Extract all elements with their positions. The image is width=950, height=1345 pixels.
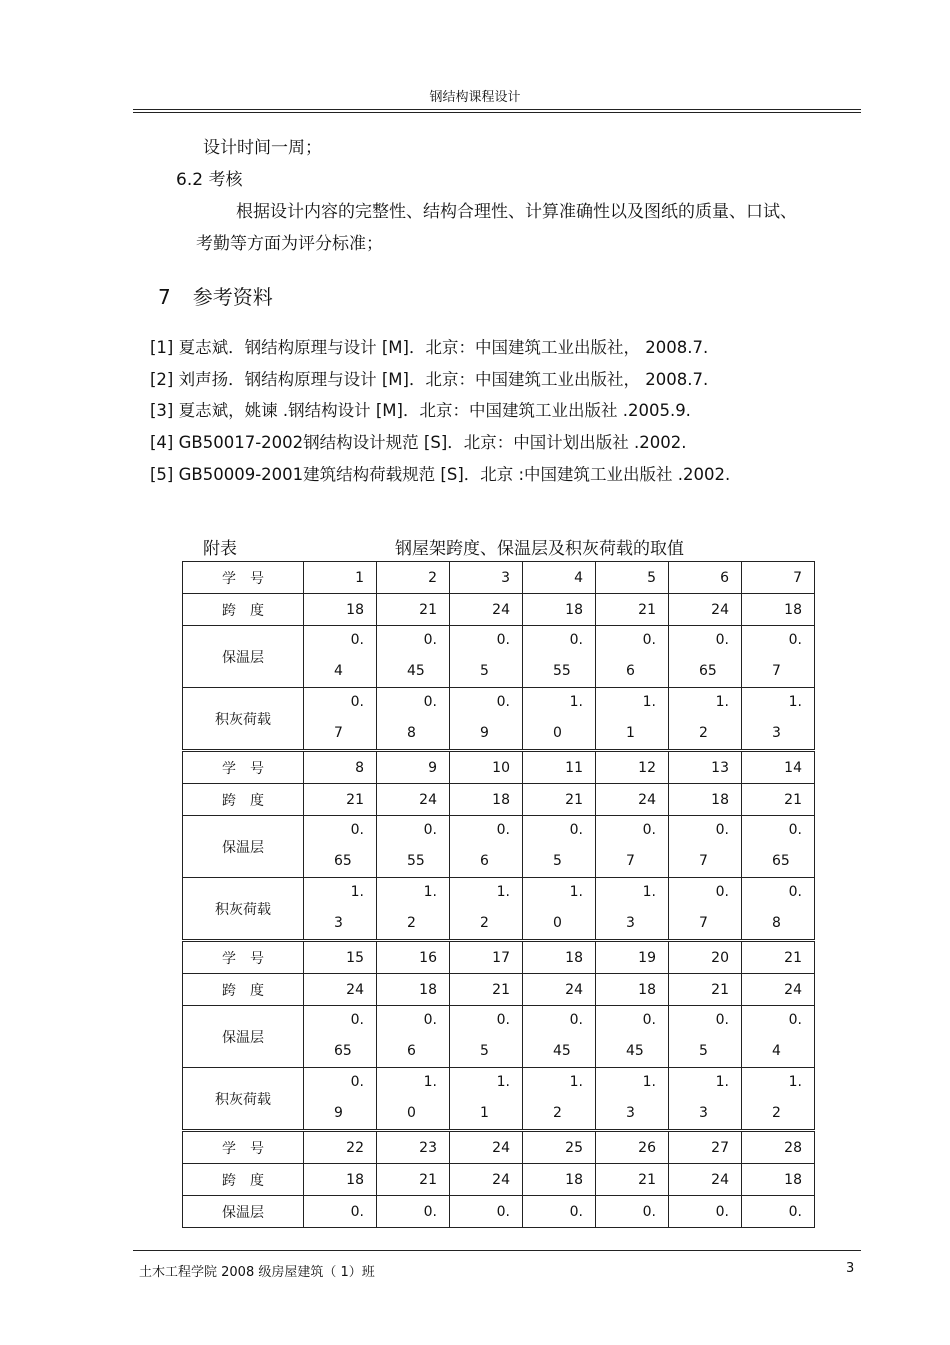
- cell-value-top: 0.: [788, 822, 802, 838]
- paragraph-line-2: 考勤等方面为评分标准；: [196, 234, 383, 254]
- cell-value-bottom: 3: [334, 915, 343, 931]
- cell-value-top: 0.: [423, 694, 437, 710]
- cell-value-top: 0.: [350, 694, 364, 710]
- table-cell: [596, 1006, 669, 1068]
- cell-value-bottom: 7: [334, 725, 343, 741]
- table-cell: [523, 816, 596, 878]
- table-cell: [377, 816, 450, 878]
- section-7-heading: [158, 281, 295, 310]
- reference-5: [5] GB50009-2001建筑结构荷载规范 [S]．北京 :中国建筑工业出版社 .2002.: [150, 465, 731, 484]
- cell-value-bottom: 45: [407, 663, 425, 679]
- table-cell: 1: [304, 562, 377, 594]
- section-6-2-heading: 6.2 考核: [176, 170, 243, 190]
- table-cell: 2: [377, 562, 450, 594]
- table-cell: [450, 1006, 523, 1068]
- row-span: [183, 784, 815, 816]
- table-cell: 0.: [377, 1196, 450, 1228]
- table-cell: 16: [377, 941, 450, 974]
- table-cell: 21: [742, 941, 815, 974]
- table-cell: 18: [377, 974, 450, 1006]
- cell-value-top: 1.: [788, 1074, 802, 1090]
- cell-value-top: 0.: [642, 632, 656, 648]
- row-insulation: [183, 626, 815, 688]
- table-cell: [304, 626, 377, 688]
- table-cell: [523, 626, 596, 688]
- row-student-id-label: 学 号: [183, 751, 304, 784]
- table-cell: [450, 688, 523, 751]
- table-cell: 21: [523, 784, 596, 816]
- table-cell: [742, 878, 815, 941]
- table-cell: 20: [669, 941, 742, 974]
- table-cell: 24: [596, 784, 669, 816]
- table-cell: 18: [523, 941, 596, 974]
- row-span-label: 跨 度: [183, 594, 304, 626]
- section-7-number: 7: [158, 285, 171, 309]
- row-ash-load: [183, 878, 815, 941]
- table-cell: [450, 1068, 523, 1131]
- cell-value-top: 0.: [423, 822, 437, 838]
- page-header-title: 钢结构课程设计: [429, 90, 521, 105]
- cell-value-top: 0.: [715, 822, 729, 838]
- table-cell: 18: [523, 594, 596, 626]
- cell-value-top: 1.: [715, 694, 729, 710]
- cell-value-top: 0.: [423, 632, 437, 648]
- cell-value-top: 1.: [496, 884, 510, 900]
- table-cell: [523, 878, 596, 941]
- table-cell: [669, 816, 742, 878]
- cell-value-top: 1.: [496, 1074, 510, 1090]
- table-cell: 24: [669, 594, 742, 626]
- cell-value-top: 1.: [569, 1074, 583, 1090]
- table-cell: [596, 1068, 669, 1131]
- table-cell: [523, 1068, 596, 1131]
- table-cell: 18: [742, 594, 815, 626]
- cell-value-top: 0.: [496, 632, 510, 648]
- row-insulation: [183, 1006, 815, 1068]
- cell-value-top: 0.: [496, 694, 510, 710]
- table-cell: 24: [450, 1164, 523, 1196]
- table-cell: 18: [596, 974, 669, 1006]
- row-insulation-label: 保温层: [183, 626, 304, 688]
- table-cell: [669, 1068, 742, 1131]
- table-cell: [304, 816, 377, 878]
- table-cell: [304, 878, 377, 941]
- section-7-title: 参考资料: [192, 285, 273, 309]
- cell-value-bottom: 0: [407, 1105, 416, 1121]
- cell-value-top: 0.: [350, 1074, 364, 1090]
- page-number: 3: [846, 1261, 855, 1276]
- row-student-id-label: 学 号: [183, 1131, 304, 1164]
- table-cell: 13: [669, 751, 742, 784]
- cell-value-top: 0.: [715, 884, 729, 900]
- cell-value-bottom: 2: [480, 915, 489, 931]
- table-cell: [596, 878, 669, 941]
- table-cell: 24: [669, 1164, 742, 1196]
- table-cell: 21: [596, 1164, 669, 1196]
- cell-value-bottom: 4: [334, 663, 343, 679]
- row-ash-load: [183, 1068, 815, 1131]
- cell-value-top: 0.: [788, 632, 802, 648]
- cell-value-bottom: 3: [699, 1105, 708, 1121]
- table-cell: 18: [742, 1164, 815, 1196]
- table-cell: 24: [377, 784, 450, 816]
- cell-value-top: 0.: [642, 1012, 656, 1028]
- table-cell: 3: [450, 562, 523, 594]
- cell-value-bottom: 5: [480, 1043, 489, 1059]
- cell-value-bottom: 5: [480, 663, 489, 679]
- row-span: [183, 1164, 815, 1196]
- table-cell: [377, 688, 450, 751]
- cell-value-top: 0.: [350, 822, 364, 838]
- table-cell: 0.: [450, 1196, 523, 1228]
- cell-value-bottom: 45: [626, 1043, 644, 1059]
- row-insulation: [183, 1196, 815, 1228]
- table-cell: 7: [742, 562, 815, 594]
- table-cell: [450, 626, 523, 688]
- cell-value-bottom: 8: [772, 915, 781, 931]
- cell-value-bottom: 0: [553, 725, 562, 741]
- table-cell: 11: [523, 751, 596, 784]
- table-cell: 24: [523, 974, 596, 1006]
- footer-rule: [133, 1250, 861, 1251]
- cell-value-bottom: 3: [626, 915, 635, 931]
- table-cell: 14: [742, 751, 815, 784]
- row-insulation: [183, 816, 815, 878]
- table-cell: [377, 1068, 450, 1131]
- table-cell: 24: [304, 974, 377, 1006]
- table-cell: [596, 626, 669, 688]
- header-rule-2: [133, 112, 861, 113]
- cell-value-bottom: 1: [480, 1105, 489, 1121]
- table-cell: [304, 1068, 377, 1131]
- table-cell: 18: [669, 784, 742, 816]
- table-cell: [742, 816, 815, 878]
- cell-value-bottom: 7: [772, 663, 781, 679]
- design-time-line: 设计时间一周；: [203, 138, 322, 158]
- table-cell: [669, 626, 742, 688]
- row-insulation-label: 保温层: [183, 816, 304, 878]
- row-span: [183, 594, 815, 626]
- cell-value-bottom: 9: [334, 1105, 343, 1121]
- table-cell: 18: [304, 594, 377, 626]
- row-ash-load-label: 积灰荷载: [183, 688, 304, 751]
- table-cell: [669, 1006, 742, 1068]
- table-cell: [596, 688, 669, 751]
- cell-value-bottom: 65: [772, 853, 790, 869]
- table-cell: 18: [450, 784, 523, 816]
- row-span-label: 跨 度: [183, 1164, 304, 1196]
- cell-value-bottom: 6: [480, 853, 489, 869]
- data-table: [182, 561, 815, 1228]
- table-cell: [450, 816, 523, 878]
- cell-value-bottom: 2: [407, 915, 416, 931]
- cell-value-bottom: 3: [772, 725, 781, 741]
- cell-value-top: 0.: [569, 1012, 583, 1028]
- cell-value-bottom: 7: [626, 853, 635, 869]
- cell-value-top: 0.: [642, 822, 656, 838]
- table-cell: 8: [304, 751, 377, 784]
- row-span-label: 跨 度: [183, 974, 304, 1006]
- cell-value-top: 0.: [569, 822, 583, 838]
- table-cell: [742, 1006, 815, 1068]
- cell-value-bottom: 8: [407, 725, 416, 741]
- cell-value-top: 0.: [715, 1012, 729, 1028]
- table-cell: [669, 878, 742, 941]
- footer-text: 土木工程学院 2008 级房屋建筑（ 1）班: [139, 1265, 375, 1280]
- row-student-id: [183, 562, 815, 594]
- table-cell: [304, 1006, 377, 1068]
- table-cell: 18: [304, 1164, 377, 1196]
- cell-value-bottom: 65: [334, 853, 352, 869]
- table-cell: [450, 878, 523, 941]
- row-ash-load-label: 积灰荷载: [183, 878, 304, 941]
- cell-value-top: 0.: [350, 1012, 364, 1028]
- table-cell: 21: [669, 974, 742, 1006]
- table-cell: [742, 688, 815, 751]
- row-student-id-label: 学 号: [183, 941, 304, 974]
- cell-value-top: 1.: [788, 694, 802, 710]
- table-cell: [742, 626, 815, 688]
- cell-value-top: 1.: [569, 884, 583, 900]
- table-cell: 24: [742, 974, 815, 1006]
- table-cell: [377, 878, 450, 941]
- table-cell: 0.: [742, 1196, 815, 1228]
- row-student-id: [183, 751, 815, 784]
- cell-value-top: 0.: [788, 884, 802, 900]
- row-insulation-label: 保温层: [183, 1006, 304, 1068]
- row-student-id: [183, 1131, 815, 1164]
- cell-value-top: 0.: [423, 1012, 437, 1028]
- paragraph-line-1: 根据设计内容的完整性、结构合理性、计算准确性以及图纸的质量、口试、: [236, 202, 797, 222]
- table-cell: 5: [596, 562, 669, 594]
- cell-value-bottom: 6: [626, 663, 635, 679]
- cell-value-bottom: 55: [407, 853, 425, 869]
- table-cell: 15: [304, 941, 377, 974]
- table-cell: [304, 688, 377, 751]
- cell-value-bottom: 7: [699, 915, 708, 931]
- table-cell: 22: [304, 1131, 377, 1164]
- table-cell: 19: [596, 941, 669, 974]
- table-cell: 10: [450, 751, 523, 784]
- header-rule: [133, 109, 861, 110]
- row-insulation-label: 保温层: [183, 1196, 304, 1228]
- table-cell: 27: [669, 1131, 742, 1164]
- table-cell: 21: [596, 594, 669, 626]
- table-cell: 0.: [523, 1196, 596, 1228]
- cell-value-bottom: 45: [553, 1043, 571, 1059]
- table-cell: [669, 688, 742, 751]
- table-cell: [523, 1006, 596, 1068]
- cell-value-top: 1.: [715, 1074, 729, 1090]
- table-cell: 12: [596, 751, 669, 784]
- table-cell: 28: [742, 1131, 815, 1164]
- row-ash-load-label: 积灰荷载: [183, 1068, 304, 1131]
- table-cell: 0.: [304, 1196, 377, 1228]
- cell-value-bottom: 1: [626, 725, 635, 741]
- cell-value-bottom: 4: [772, 1043, 781, 1059]
- table-cell: 9: [377, 751, 450, 784]
- cell-value-bottom: 3: [626, 1105, 635, 1121]
- table-cell: 21: [304, 784, 377, 816]
- table-cell: 0.: [596, 1196, 669, 1228]
- reference-3: [3] 夏志斌，姚谏 .钢结构设计 [M]．北京：中国建筑工业出版社 .2005.9.: [150, 401, 691, 420]
- row-student-id: [183, 941, 815, 974]
- cell-value-top: 1.: [423, 884, 437, 900]
- cell-value-bottom: 5: [699, 1043, 708, 1059]
- cell-value-top: 1.: [350, 884, 364, 900]
- table-cell: 25: [523, 1131, 596, 1164]
- table-cell: [377, 1006, 450, 1068]
- reference-4: [4] GB50017-2002钢结构设计规范 [S]．北京：中国计划出版社 .2002.: [150, 433, 687, 452]
- cell-value-top: 0.: [496, 822, 510, 838]
- table-cell: 21: [377, 594, 450, 626]
- cell-value-top: 0.: [496, 1012, 510, 1028]
- cell-value-bottom: 65: [699, 663, 717, 679]
- cell-value-top: 1.: [642, 884, 656, 900]
- cell-value-bottom: 6: [407, 1043, 416, 1059]
- cell-value-bottom: 9: [480, 725, 489, 741]
- reference-1: [1] 夏志斌．钢结构原理与设计 [M]．北京：中国建筑工业出版社， 2008.7.: [150, 338, 709, 357]
- row-student-id-label: 学 号: [183, 562, 304, 594]
- table-cell: 21: [742, 784, 815, 816]
- table-caption-label: 附表: [203, 539, 237, 559]
- cell-value-bottom: 2: [772, 1105, 781, 1121]
- table-cell: 0.: [669, 1196, 742, 1228]
- table-cell: [377, 626, 450, 688]
- table-cell: 17: [450, 941, 523, 974]
- row-ash-load: [183, 688, 815, 751]
- table-cell: 23: [377, 1131, 450, 1164]
- cell-value-bottom: 55: [553, 663, 571, 679]
- cell-value-top: 0.: [350, 632, 364, 648]
- cell-value-top: 1.: [642, 694, 656, 710]
- row-span-label: 跨 度: [183, 784, 304, 816]
- table-cell: 6: [669, 562, 742, 594]
- cell-value-top: 0.: [715, 632, 729, 648]
- cell-value-bottom: 2: [699, 725, 708, 741]
- table-cell: 24: [450, 594, 523, 626]
- table-cell: 4: [523, 562, 596, 594]
- cell-value-bottom: 2: [553, 1105, 562, 1121]
- cell-value-bottom: 0: [553, 915, 562, 931]
- table-cell: [742, 1068, 815, 1131]
- cell-value-top: 1.: [423, 1074, 437, 1090]
- table-cell: 21: [377, 1164, 450, 1196]
- cell-value-bottom: 7: [699, 853, 708, 869]
- cell-value-bottom: 65: [334, 1043, 352, 1059]
- cell-value-bottom: 5: [553, 853, 562, 869]
- cell-value-top: 1.: [642, 1074, 656, 1090]
- table-cell: [596, 816, 669, 878]
- cell-value-top: 0.: [788, 1012, 802, 1028]
- table-cell: 18: [523, 1164, 596, 1196]
- reference-2: [2] 刘声扬．钢结构原理与设计 [M]．北京：中国建筑工业出版社， 2008.7.: [150, 370, 709, 389]
- table-caption-title: 钢屋架跨度、保温层及积灰荷载的取值: [395, 539, 684, 559]
- cell-value-top: 0.: [569, 632, 583, 648]
- table-cell: 21: [450, 974, 523, 1006]
- table-cell: 24: [450, 1131, 523, 1164]
- table-cell: 26: [596, 1131, 669, 1164]
- cell-value-top: 1.: [569, 694, 583, 710]
- table-cell: [523, 688, 596, 751]
- row-span: [183, 974, 815, 1006]
